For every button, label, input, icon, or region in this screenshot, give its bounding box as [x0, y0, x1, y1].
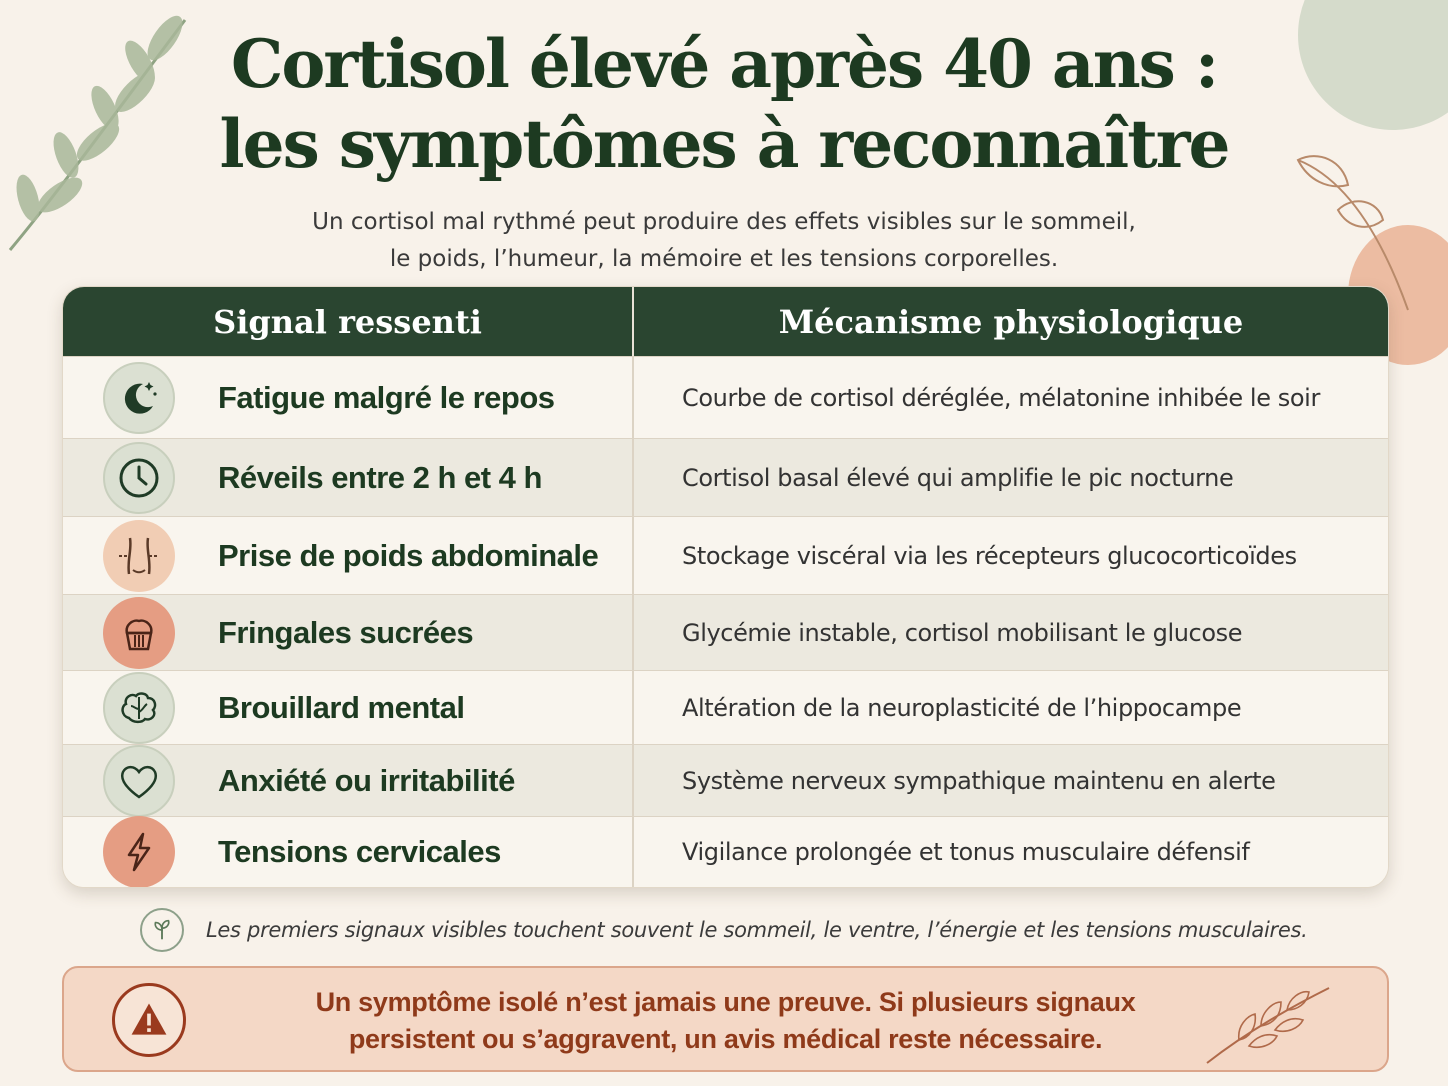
warning-line-2: persistent ou s’aggravent, un avis médical reste nécessaire. [348, 1024, 1103, 1054]
table-body [63, 356, 1388, 887]
signal-label: Anxiété ou irritabilité [218, 762, 515, 798]
subtitle-line-2: le poids, l’humeur, la mémoire et les tensions corporelles. [389, 246, 1059, 272]
sprig-icon [1199, 978, 1339, 1068]
signal-cell [63, 595, 634, 670]
table-row [63, 356, 1388, 438]
brain-icon [103, 672, 175, 744]
table-row [63, 516, 1388, 594]
signal-cell [63, 439, 634, 516]
mechanism-cell: Vigilance prolongée et tonus musculaire défensif [682, 838, 1250, 866]
signal-cell [63, 517, 634, 594]
mechanism-cell: Stockage viscéral via les récepteurs glucocorticoïdes [682, 541, 1297, 570]
table-row [63, 744, 1388, 816]
mechanism-cell: Glycémie instable, cortisol mobilisant le glucose [682, 618, 1243, 647]
signal-cell [63, 671, 634, 744]
signal-label: Fatigue malgré le repos [218, 379, 555, 415]
mechanism-cell: Système nerveux sympathique maintenu en alerte [682, 766, 1276, 795]
table-row [63, 816, 1388, 887]
cupcake-icon [103, 597, 175, 669]
symptom-table [62, 286, 1389, 888]
signal-label: Fringales sucrées [218, 614, 474, 650]
moon-icon [103, 362, 175, 434]
signal-label: Tensions cervicales [218, 834, 501, 869]
heart-icon [103, 745, 175, 817]
sprout-icon [140, 908, 184, 952]
signal-label: Brouillard mental [218, 689, 465, 725]
clock-icon [103, 442, 175, 514]
waist-icon [103, 520, 175, 592]
column-header-signal: Signal ressenti [63, 287, 634, 356]
subtitle-line-1: Un cortisol mal rythmé peut produire des effets visibles sur le sommeil, [312, 209, 1136, 235]
mechanism-cell: Cortisol basal élevé qui amplifie le pic nocturne [682, 463, 1234, 492]
table-row [63, 594, 1388, 670]
column-header-mechanism: Mécanisme physiologique [778, 302, 1244, 341]
title-line-2: les symptômes à reconnaître [219, 105, 1229, 183]
footnote-text: Les premiers signaux visibles touchent souvent le sommeil, le ventre, l’énergie et les tensions musculaires. [206, 918, 1308, 942]
warning-line-1: Un symptôme isolé n’est jamais une preuve. Si plusieurs signaux [315, 987, 1136, 1017]
signal-cell [63, 745, 634, 816]
table-row [63, 670, 1388, 744]
table-row [63, 438, 1388, 516]
signal-label: Prise de poids abdominale [218, 537, 599, 573]
signal-label: Réveils entre 2 h et 4 h [218, 459, 542, 495]
page-title [0, 24, 1448, 184]
mechanism-cell: Courbe de cortisol déréglée, mélatonine inhibée le soir [682, 383, 1320, 412]
page-subtitle [0, 204, 1448, 278]
title-line-1: Cortisol élevé après 40 ans : [230, 25, 1218, 103]
lightning-icon [103, 816, 175, 888]
signal-cell [63, 817, 634, 887]
warning-text [204, 984, 1247, 1058]
mechanism-cell: Altération de la neuroplasticité de l’hippocampe [682, 693, 1242, 722]
signal-cell [63, 357, 634, 438]
table-header [63, 287, 1388, 356]
warning-icon [112, 983, 186, 1057]
warning-banner [62, 966, 1389, 1072]
header [0, 24, 1448, 278]
footnote [140, 908, 1308, 952]
